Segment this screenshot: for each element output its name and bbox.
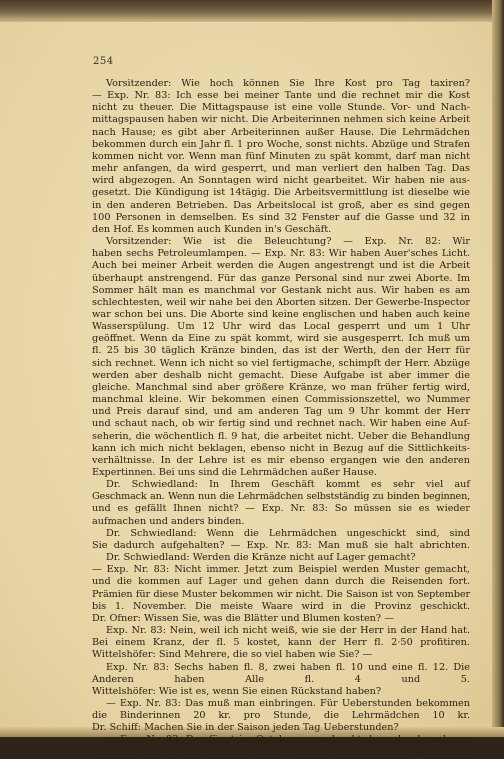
text-line: Dr. Schwiedland: Werden die Kränze nicht auf Lager gemacht? xyxy=(106,552,416,564)
text-line: nach Hause; es gibt aber Arbeiterinnen außer Hause. Die Lehrmädchen xyxy=(92,126,470,138)
text-line: bis 1. November. Die meiste Waare wird in die Provinz geschickt. xyxy=(92,600,470,612)
text-line: verhältnisse. In der Lehre ist es mir ebenso ergangen wie den anderen xyxy=(92,454,470,466)
text-line: Dr. Schiff: Machen Sie in der Saison jeden Tag Ueberstunden? xyxy=(92,722,399,734)
text-line: Geschmack an. Wenn nun die Lehrmädchen selbstständig zu binden beginnen, xyxy=(92,491,470,503)
text-line: fl. 25 bis 30 täglich Kränze binden, das ist der Werth, den der Herr für xyxy=(92,345,470,357)
text-line: überhaupt anstrengend. Für das ganze Personal sind nur zwei Aborte. Im xyxy=(92,272,470,284)
text-line: nicht zu theuer. Die Mittagspause ist eine volle Stunde. Vor- und Nach- xyxy=(92,102,470,114)
text-line: werden aber deshalb nicht gemacht. Diese Aufgabe ist aber immer die xyxy=(92,369,470,381)
text-line: gleiche. Manchmal sind aber größere Kränze, wo man früher fertig wird, xyxy=(92,381,470,393)
text-line: haben sechs Petroleumlampen. — Exp. Nr. 83: Wir haben Auer'sches Licht. xyxy=(92,248,470,260)
text-line: Wittelshöfer: Sind Mehrere, die so viel haben wie Sie? — xyxy=(92,649,373,661)
text-line: — Exp. Nr. 83: Nicht immer. Jetzt zum Beispiel werden Muster gemacht, xyxy=(92,564,470,576)
text-line: sich rechnet. Wenn ich nicht so viel fertigmache, schimpft der Herr. Abzüge xyxy=(92,357,470,369)
text-line: manchmal kleine. Wir bekommen einen Commissionszettel, wo Nummer xyxy=(92,394,470,406)
text-line: Dr. Ofner: Wissen Sie, was die Blätter und Blumen kosten? — xyxy=(92,612,394,624)
text-line: geöffnet. Wenn da Eine zu spät kommt, wird sie ausgesperrt. Ich muß um xyxy=(92,333,470,345)
text-line: seherin, die wöchentlich fl. 9 hat, die arbeitet nicht. Ueber die Behandlung xyxy=(92,430,470,442)
text-line: — Exp. Nr. 83: Das fängt im October an und geht dann durch mehrere xyxy=(106,734,470,746)
text-line: — Exp. Nr. 83: Das muß man einbringen. Für Ueberstunden bekommen xyxy=(106,697,470,709)
text-line: Prämien für diese Muster bekommen wir nicht. Die Saison ist von September xyxy=(92,588,470,600)
text-line: aufmachen und anders binden. xyxy=(92,515,245,527)
text-line: Dr. Schwiedland: In Ihrem Geschäft kommt es sehr viel auf xyxy=(106,479,470,491)
text-line: und schaut nach, ob wir fertig sind und rechnet nach. Wir haben eine Auf- xyxy=(92,418,470,430)
text-line: Exp. Nr. 83: Nein, weil ich nicht weiß, wie sie der Herr in der Hand hat. xyxy=(106,625,470,637)
text-line: kann ich mich nicht beklagen, ebenso nicht in Bezug auf die Sittlichkeits- xyxy=(92,442,470,454)
scan-top-edge xyxy=(0,0,504,22)
text-line: Sie dadurch aufgehalten? — Exp. Nr. 83: Man muß sie halt abrichten. xyxy=(92,539,470,551)
text-body xyxy=(92,78,470,759)
text-line: Exp. Nr. 83: Sechs haben fl. 8, zwei haben fl. 10 und eine fl. 12. Die xyxy=(106,661,470,673)
text-line: Wittelshöfer: Wie ist es, wenn Sie einen Rückstand haben? xyxy=(92,685,382,697)
text-line: mittagspausen haben wir nicht. Die Arbeiterinnen nehmen sich keine Arbeit xyxy=(92,114,470,126)
text-line: — Exp. Nr. 83: Ich esse bei meiner Tante und die rechnet mir die Kost xyxy=(92,90,470,102)
text-line: gesetzt. Die Kündigung ist 14tägig. Die Arbeitsvermittlung ist dieselbe wie xyxy=(92,187,470,199)
text-line: den Hof. Es kommen auch Kunden in's Geschäft. xyxy=(92,223,332,235)
text-line: Auch bei meiner Arbeit werden die Augen angestrengt und ist die Arbeit xyxy=(92,260,470,272)
text-line: Vorsitzender: Wie ist die Beleuchtung? — Exp. Nr. 82: Wir xyxy=(106,236,470,248)
text-line: die Binderinnen 20 kr. pro Stunde, die Lehrmädchen 10 kr. xyxy=(92,710,470,722)
page-number: 254 xyxy=(93,56,114,67)
text-line: Wochen, täglich zwei Stunden. Ueber Mittag wird aber nicht gearbeitet. xyxy=(92,746,470,758)
text-line: und Preis darauf sind, und am anderen Tag um 9 Uhr kommt der Herr xyxy=(92,406,470,418)
text-line: Anderen haben Alle fl. 4 und 5. xyxy=(92,673,470,685)
text-line: war schon bei uns. Die Aborte sind keine englischen und haben auch keine xyxy=(92,308,470,320)
text-line: Expertinnen. Bei uns sind die Lehrmädchen außer Hause. xyxy=(92,467,378,478)
text-line: 100 Personen in demselben. Es sind 32 Fenster auf die Gasse und 32 in xyxy=(92,211,470,223)
text-line: mehr anfangen, da wird gesperrt, und man verliert den halben Tag. Das xyxy=(92,163,470,175)
text-line: in den anderen Betrieben. Das Arbeitslocal ist groß, aber es sind gegen xyxy=(92,199,470,211)
text-line: und es gefällt Ihnen nicht? — Exp. Nr. 83: So müssen sie es wieder xyxy=(92,503,470,515)
text-line: Wasserspülung. Um 12 Uhr wird das Local gesperrt und um 1 Uhr xyxy=(92,321,470,333)
text-line: Bei einem Kranz, der fl. 5 kostet, kann der Herr fl. 2·50 profitiren. xyxy=(92,637,470,649)
text-line: Dr. Schwiedland: Wenn die Lehrmädchen ungeschickt sind, sind xyxy=(106,527,470,539)
text-line: Vorsitzender: Wie hoch können Sie Ihre Kost pro Tag taxiren? xyxy=(106,78,470,89)
book-spine-edge xyxy=(492,0,504,737)
text-line: schlechtesten, weil wir nahe bei den Aborten sitzen. Der Gewerbe-Inspector xyxy=(92,296,470,308)
text-line: und die kommen auf Lager und gehen dann durch die Reisenden fort. xyxy=(92,576,470,588)
text-line: Sommer hält man es manchmal vor Gestank nicht aus. Wir haben es am xyxy=(92,284,470,296)
text-line: wird abgezogen. An Sonntagen wird nicht gearbeitet. Wir haben nie aus- xyxy=(92,175,470,187)
text-line: bekommen durch ein Jahr fl. 1 pro Woche, sonst nichts. Abzüge und Strafen xyxy=(92,138,470,150)
text-line: kommen nicht vor. Wenn man fünf Minuten zu spät kommt, darf man nicht xyxy=(92,150,470,162)
